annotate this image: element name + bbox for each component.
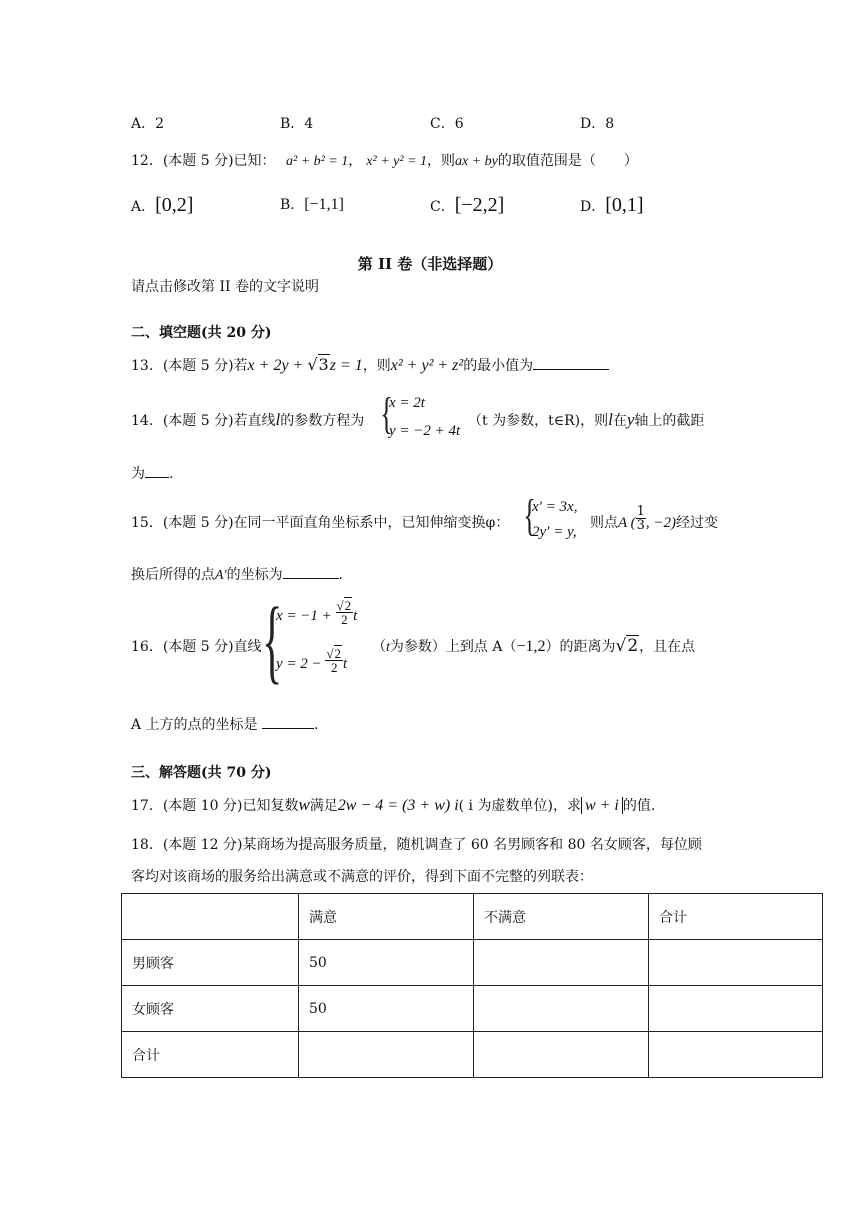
question-text: 则点 [590, 515, 618, 531]
question-stem: 13．(本题 5 分)若 [131, 358, 248, 374]
question-18-line2: 客均对该商场的服务给出满意或不满意的评价，得到下面不完整的列联表： [131, 869, 593, 885]
sqrt-radicand: 3 [318, 355, 329, 374]
equation-line: x′ = 3x, [532, 499, 578, 515]
math-point: A′ [215, 568, 227, 583]
question-text: ，且在点 [639, 639, 696, 655]
system-brace: { [523, 491, 536, 540]
question-15-line2: 换后所得的点A′的坐标为 . [131, 567, 344, 583]
option-value: 2 [155, 116, 165, 132]
question-text: （ [372, 639, 386, 655]
answer-blank[interactable] [533, 357, 609, 370]
answer-blank[interactable] [283, 566, 339, 579]
math-symbol: w [298, 795, 310, 814]
question-15 [131, 512, 509, 532]
system-brace: { [380, 389, 393, 438]
question-text: 的取值范围是（ ） [497, 153, 638, 169]
equation-line: y = −2 + 4t [389, 423, 461, 439]
separator: ， [348, 153, 363, 169]
q12-option-a [131, 194, 193, 217]
question-text: （t 为参数，t∈R)，则 [468, 413, 609, 429]
table-cell [474, 940, 649, 986]
q12-option-d [580, 194, 644, 217]
question-text: 的值. [622, 798, 656, 814]
q11-option-d [580, 113, 614, 133]
math-condition: x² + y² = 1 [366, 154, 428, 169]
table-header-row [122, 894, 823, 940]
option-letter: B． [280, 116, 305, 132]
math-expression: ax + by [455, 154, 498, 169]
fraction-denominator: 2 [341, 612, 348, 627]
question-text: 为参数）上到点 A（ [389, 639, 517, 655]
question-text: ）的距离为 [545, 639, 616, 655]
table-cell [649, 986, 823, 1032]
equation-part: t [343, 655, 348, 672]
question-16-line2 [131, 714, 318, 734]
question-text: ，则 [427, 153, 456, 169]
equation-part: t [353, 607, 358, 624]
question-text: A 上方的点的坐标是 [131, 717, 263, 733]
option-letter: D． [580, 116, 606, 132]
system-brace: { [262, 589, 283, 693]
option-letter: B． [280, 197, 305, 213]
equation-line [276, 598, 358, 627]
question-12 [131, 150, 638, 170]
q11-option-a [131, 113, 164, 133]
question-text: 轴上的截距 [634, 413, 705, 429]
question-stem: 15．(本题 5 分)在同一平面直角坐标系中，已知伸缩变换φ： [131, 515, 510, 531]
option-value: 8 [605, 116, 615, 132]
section-heading: 三、解答题(共 70 分) [131, 765, 272, 781]
math-expression: 2w − 4 = (3 + w) i [337, 797, 459, 814]
fraction-numerator: √2 [326, 646, 342, 661]
fraction [636, 505, 646, 532]
question-stem: 12．(本题 5 分)已知： [131, 153, 276, 169]
table-cell [649, 940, 823, 986]
q12-option-c [430, 194, 504, 217]
question-text: 换后所得的点 [131, 567, 215, 583]
table-cell: 50 [299, 940, 474, 986]
table-header-cell: 合计 [649, 894, 823, 940]
sqrt-symbol: √3 [307, 355, 329, 374]
question-text: . [314, 717, 319, 733]
option-letter: A． [131, 199, 156, 215]
table-header-cell: 不满意 [474, 894, 649, 940]
question-15-tail [590, 503, 719, 533]
table-row [122, 940, 823, 986]
question-14-line2: 为 . [131, 466, 174, 482]
math-point: A ( [618, 515, 636, 531]
question-17 [131, 795, 655, 815]
option-value: [−2,2] [454, 194, 505, 216]
part-title: 第 II 卷（非选择题） [357, 255, 503, 273]
question-text: ( i 为虚数单位)，求 [458, 798, 581, 814]
option-value: [−1,1] [304, 196, 344, 213]
q11-option-c [430, 113, 464, 133]
answer-blank[interactable] [262, 716, 314, 729]
section-heading: 二、填空题(共 20 分) [131, 325, 272, 341]
math-point: , −2) [645, 515, 677, 531]
option-value: [0,2] [155, 194, 194, 216]
option-value: [0,1] [605, 194, 644, 216]
table-row [122, 986, 823, 1032]
equation-part: x = −1 + [276, 607, 332, 624]
q11-option-b [280, 113, 313, 133]
table-cell: 50 [299, 986, 474, 1032]
fraction-numerator: √2 [336, 598, 352, 613]
question-text: 的坐标为 [226, 567, 283, 583]
equation-part: y = 2 − [276, 655, 322, 672]
option-value: 4 [304, 116, 314, 132]
math-symbol: l [275, 410, 281, 429]
question-14-tail [468, 410, 704, 430]
question-14 [131, 410, 364, 430]
fraction-denominator: 2 [330, 660, 338, 675]
equation-line: x = 2t [389, 395, 425, 411]
math-symbol: y [626, 410, 635, 429]
math-symbol: t [386, 640, 390, 655]
fraction-numerator: 1 [636, 503, 645, 519]
table-cell [649, 1032, 823, 1078]
question-stem: 14．(本题 5 分)若直线 [131, 413, 276, 429]
option-letter: C． [430, 116, 455, 132]
question-text: 在 [612, 413, 627, 429]
option-letter: A． [131, 116, 156, 132]
contingency-table [121, 893, 823, 1078]
fraction [325, 647, 343, 674]
math-expression: x + 2y + [247, 357, 308, 374]
sqrt-radicand: 2 [627, 636, 639, 656]
math-absolute-value: w + i [581, 797, 623, 814]
q12-option-b [280, 194, 344, 214]
part-note: 请点击修改第 II 卷的文字说明 [131, 279, 319, 295]
table-cell [474, 1032, 649, 1078]
table-header-cell [122, 894, 299, 940]
question-text: 的最小值为 [463, 358, 534, 374]
table-row-label: 男顾客 [122, 940, 299, 986]
sqrt-radicand: 2 [334, 646, 342, 661]
table-header-cell: 满意 [299, 894, 474, 940]
answer-blank[interactable] [145, 465, 169, 478]
fraction-denominator: 3 [636, 517, 645, 533]
math-condition: a² + b² = 1 [286, 154, 349, 169]
question-18-line1: 18．(本题 12 分)某商场为提高服务质量，随机调查了 60 名男顾客和 80 名女顾客，每位顾 [131, 837, 702, 853]
question-text: 经过变 [676, 515, 719, 531]
option-value: 6 [454, 116, 464, 132]
fraction [336, 599, 354, 626]
table-cell [299, 1032, 474, 1078]
equation-line [276, 646, 348, 675]
option-letter: D． [580, 199, 606, 215]
sqrt-symbol: √2 [615, 636, 639, 656]
question-stem: 16．(本题 5 分)直线 [131, 639, 262, 655]
math-symbol: l [608, 410, 613, 429]
table-row-label: 女顾客 [122, 986, 299, 1032]
math-expression: z = 1 [329, 357, 363, 374]
question-text: 的参数方程为 [280, 413, 365, 429]
question-text: 满足 [309, 798, 338, 814]
option-letter: C． [430, 199, 455, 215]
math-expression: x² + y² + z² [390, 357, 464, 374]
question-text: ，则 [362, 358, 391, 374]
question-text: 为 [131, 466, 145, 482]
question-16 [131, 636, 262, 656]
question-13 [131, 355, 609, 375]
table-cell [474, 986, 649, 1032]
sqrt-radicand: 2 [344, 598, 352, 613]
math-point: −1,2 [516, 638, 546, 655]
table-row-label: 合计 [122, 1032, 299, 1078]
question-16-tail [372, 636, 695, 656]
question-stem: 17．(本题 10 分)已知复数 [131, 798, 299, 814]
equation-line: 2y′ = y, [532, 524, 577, 540]
table-row [122, 1032, 823, 1078]
